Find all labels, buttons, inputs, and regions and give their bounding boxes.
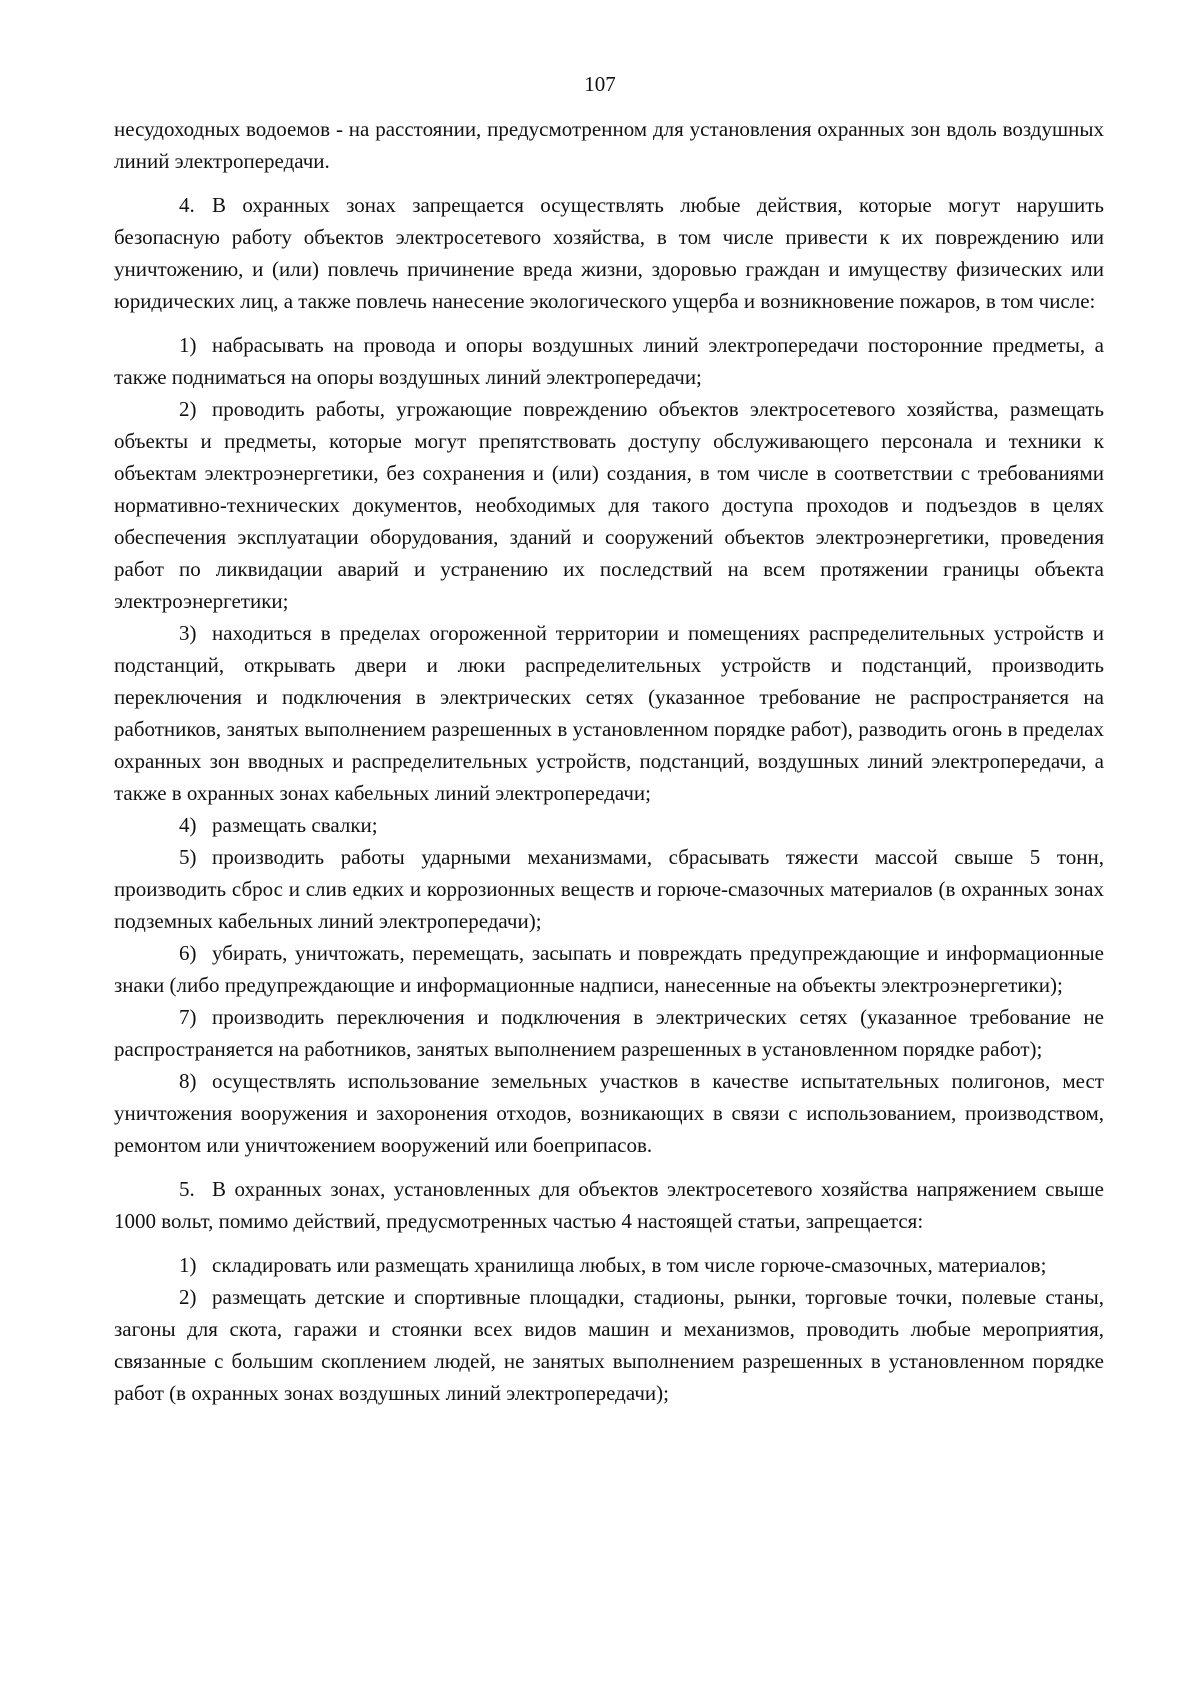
- item-number: 7): [179, 1005, 197, 1029]
- item-number: 1): [179, 1253, 197, 1277]
- item-text: размещать свалки;: [212, 813, 378, 837]
- list-item-4-1: [114, 329, 1104, 393]
- item-text: производить переключения и подключения в электрических сетях (указанное требование не распространяется на работников, занятых выполнением разрешенных в установленном порядке работ);: [114, 1005, 1104, 1061]
- item-number: 3): [179, 621, 197, 645]
- list-item-4-2: [114, 393, 1104, 617]
- paragraph-clause-5: [114, 1173, 1104, 1237]
- clause-number: 4.: [179, 193, 195, 217]
- item-text: складировать или размещать хранилища любых, в том числе горюче-смазочных, материалов;: [212, 1253, 1047, 1277]
- item-text: убирать, уничтожать, перемещать, засыпать и повреждать предупреждающие и информационные знаки (либо предупреждающие и информационные надписи, нанесенные на объекты электроэнергетики);: [114, 941, 1104, 997]
- document-body: [114, 113, 1104, 1409]
- paragraph-text: В охранных зонах, установленных для объектов электросетевого хозяйства напряжением свыше 1000 вольт, помимо действий, предусмотренных частью 4 настоящей статьи, запрещается:: [114, 1177, 1104, 1233]
- paragraph-continuation: [114, 113, 1104, 177]
- list-item-4-7: [114, 1001, 1104, 1065]
- page-number: 107: [584, 72, 616, 96]
- item-number: 2): [179, 397, 197, 421]
- paragraph-text: несудоходных водоемов - на расстоянии, предусмотренном для установления охранных зон вдоль воздушных линий электропередачи.: [114, 117, 1104, 173]
- list-item-5-2: [114, 1281, 1104, 1409]
- item-number: 6): [179, 941, 197, 965]
- list-item-4-4: [114, 809, 1104, 841]
- list-item-4-3: [114, 617, 1104, 809]
- list-item-4-8: [114, 1065, 1104, 1161]
- item-number: 8): [179, 1069, 197, 1093]
- item-text: осуществлять использование земельных участков в качестве испытательных полигонов, мест уничтожения вооружения и захоронения отходов, возникающих в связи с использованием, производством, ремонтом или уничтожением вооружений или боеприпасов.: [114, 1069, 1104, 1157]
- list-item-4-6: [114, 937, 1104, 1001]
- item-number: 1): [179, 333, 197, 357]
- item-text: набрасывать на провода и опоры воздушных линий электропередачи посторонние предметы, а также подниматься на опоры воздушных линий электропередачи;: [114, 333, 1104, 389]
- paragraph-clause-4: [114, 189, 1104, 317]
- list-item-5-1: [114, 1249, 1104, 1281]
- item-text: размещать детские и спортивные площадки, стадионы, рынки, торговые точки, полевые станы, загоны для скота, гаражи и стоянки всех видов машин и механизмов, проводить любые мероприятия, связанные с большим скоплением людей, не занятых выполнением разрешенных в установленном порядке работ (в охранных зонах воздушных линий электропередачи);: [114, 1285, 1104, 1405]
- clause-number: 5.: [179, 1177, 195, 1201]
- item-text: производить работы ударными механизмами, сбрасывать тяжести массой свыше 5 тонн, производить сброс и слив едких и коррозионных веществ и горюче-смазочных материалов (в охранных зонах подземных кабельных линий электропередачи);: [114, 845, 1104, 933]
- item-text: проводить работы, угрожающие повреждению объектов электросетевого хозяйства, размещать объекты и предметы, которые могут препятствовать доступу обслуживающего персонала и техники к объектам электроэнергетики, без сохранения и (или) создания, в том числе в соответствии с требованиями нормативно-технических документов, необходимых для такого доступа проходов и подъездов в целях обеспечения эксплуатации оборудования, зданий и сооружений объектов электроэнергетики, проведения работ по ликвидации аварий и устранению их последствий на всем протяжении границы объекта электроэнергетики;: [114, 397, 1104, 613]
- item-number: 4): [179, 813, 197, 837]
- list-item-4-5: [114, 841, 1104, 937]
- item-number: 5): [179, 845, 197, 869]
- item-number: 2): [179, 1285, 197, 1309]
- paragraph-text: В охранных зонах запрещается осуществлять любые действия, которые могут нарушить безопасную работу объектов электросетевого хозяйства, в том числе привести к их повреждению или уничтожению, и (или) повлечь причинение вреда жизни, здоровью граждан и имуществу физических или юридических лиц, а также повлечь нанесение экологического ущерба и возникновение пожаров, в том числе:: [114, 193, 1104, 313]
- item-text: находиться в пределах огороженной территории и помещениях распределительных устройств и подстанций, открывать двери и люки распределительных устройств и подстанций, производить переключения и подключения в электрических сетях (указанное требование не распространяется на работников, занятых выполнением разрешенных в установленном порядке работ), разводить огонь в пределах охранных зон вводных и распределительных устройств, подстанций, воздушных линий электропередачи, а также в охранных зонах кабельных линий электропередачи;: [114, 621, 1104, 805]
